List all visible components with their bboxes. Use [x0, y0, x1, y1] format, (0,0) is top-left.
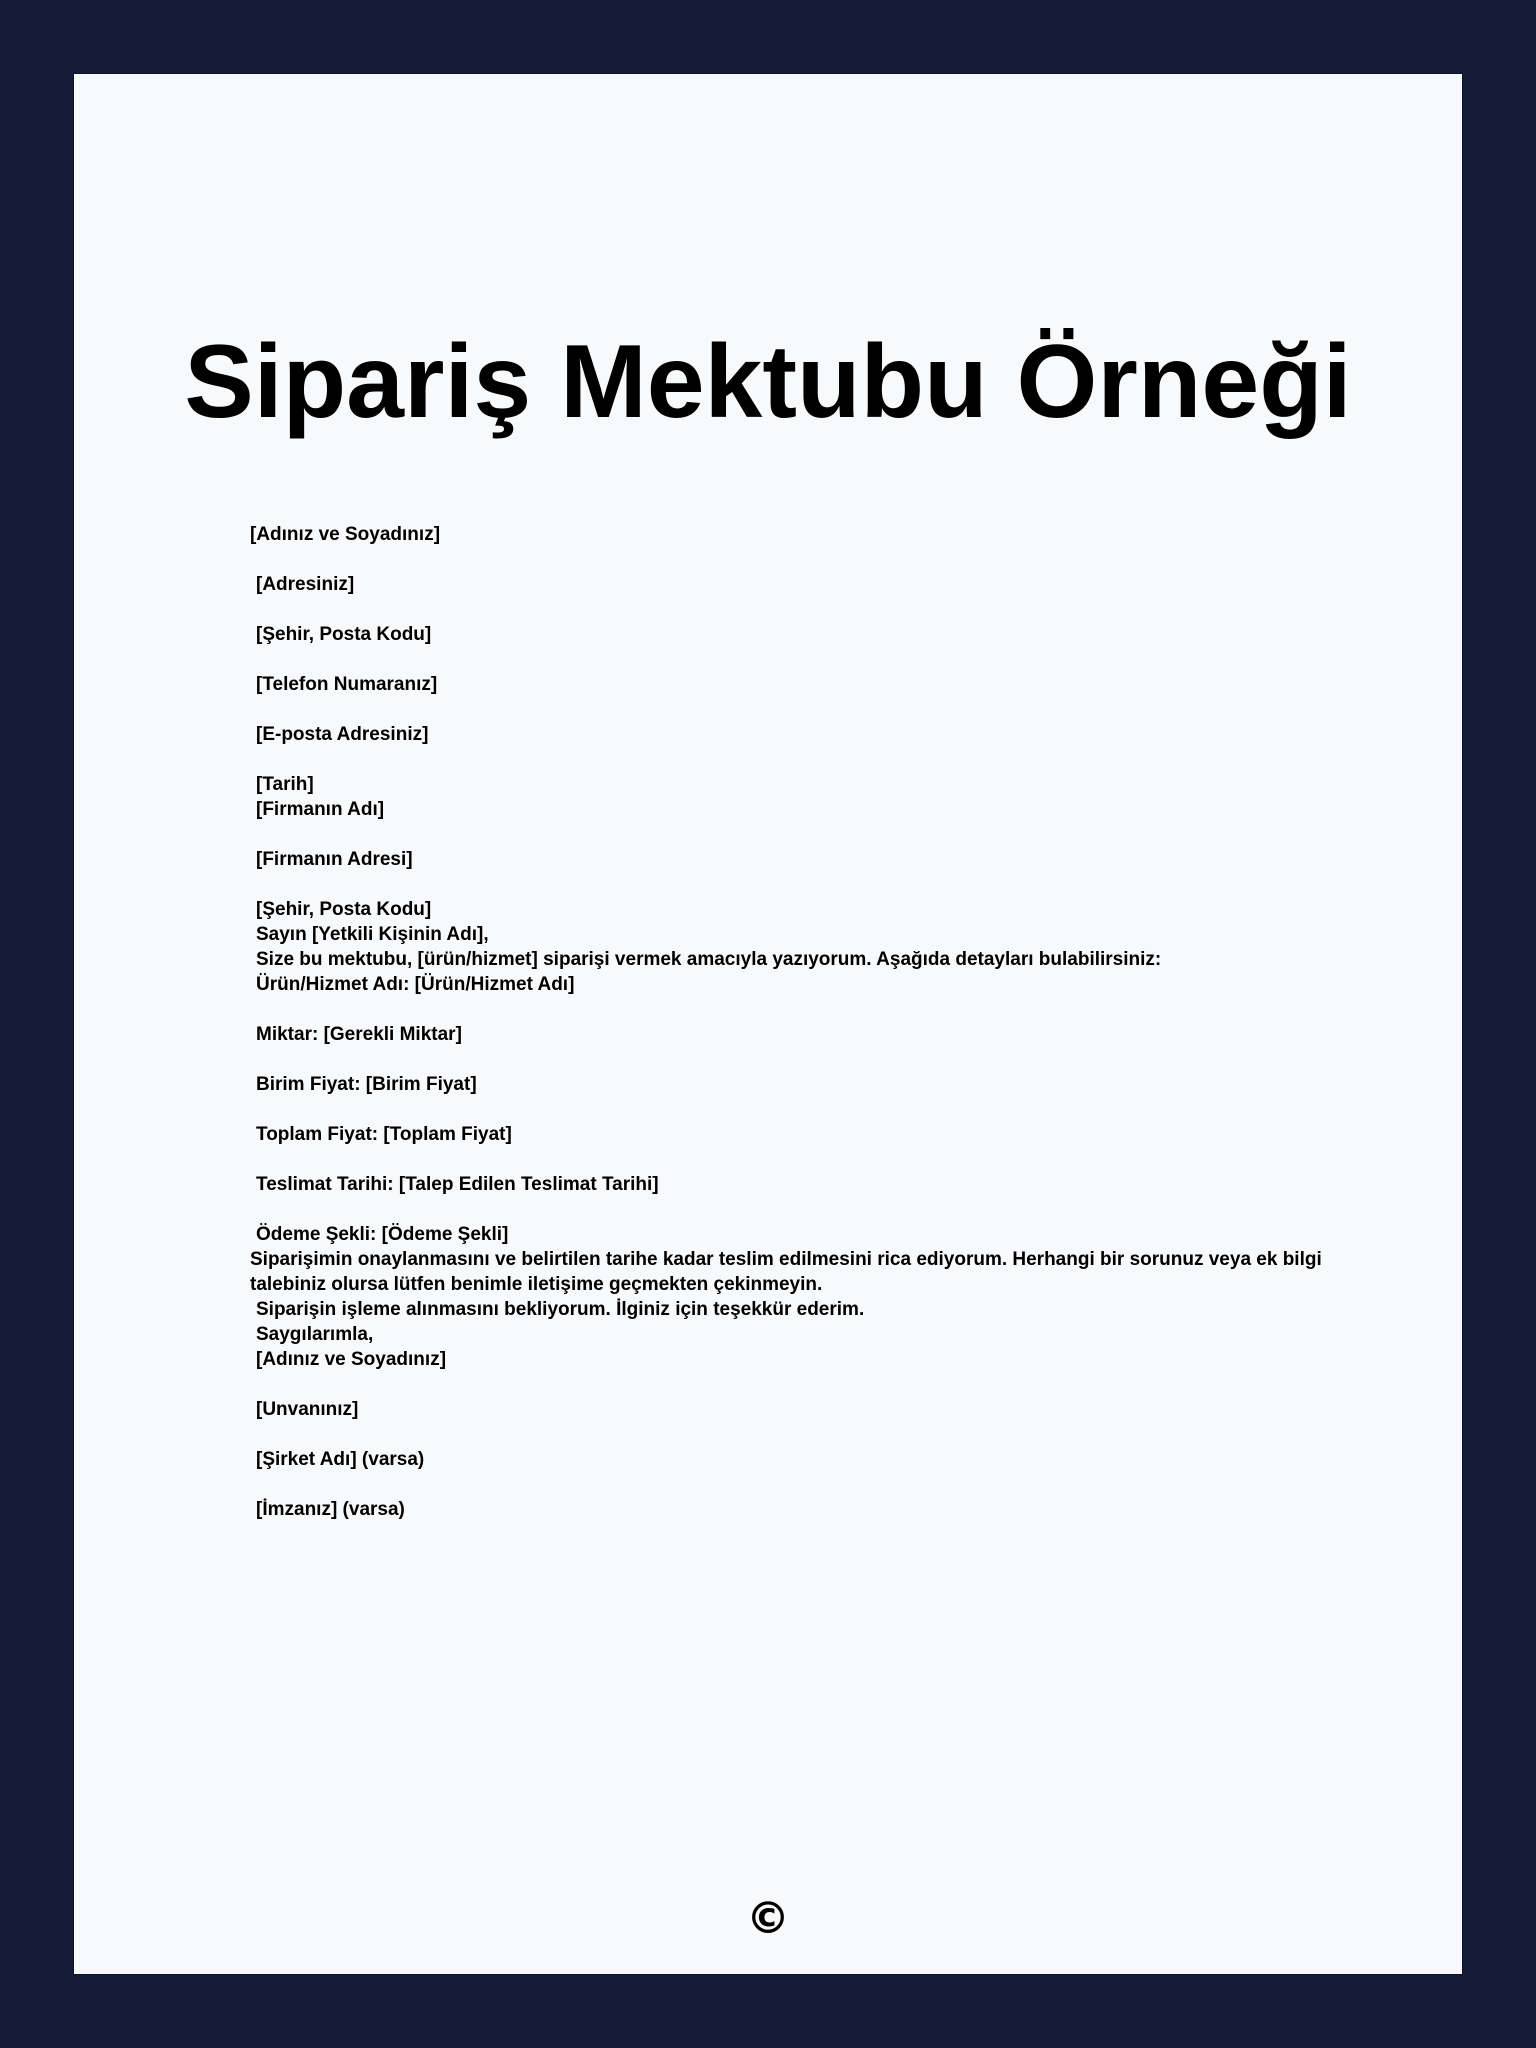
document-title: Sipariş Mektubu Örneği — [184, 324, 1352, 440]
sender-address: [Adresiniz] — [256, 574, 355, 595]
signature-company: [Şirket Adı] (varsa) — [256, 1449, 425, 1470]
letter-date: [Tarih] — [256, 774, 314, 795]
letter-body — [250, 522, 1350, 1522]
sender-phone: [Telefon Numaranız] — [256, 674, 438, 695]
sender-name: [Adınız ve Soyadınız] — [250, 524, 441, 545]
order-quantity: Miktar: [Gerekli Miktar] — [256, 1024, 462, 1045]
recipient-company-address: [Firmanın Adresi] — [256, 849, 413, 870]
signature-title: [Unvanınız] — [256, 1399, 359, 1420]
signature-name: [Adınız ve Soyadınız] — [256, 1349, 447, 1370]
sender-city-zip: [Şehir, Posta Kodu] — [256, 624, 432, 645]
request-paragraph: Siparişimin onaylanmasını ve belirtilen tarihe kadar teslim edilmesini rica ediyorum. Herhangi bir sorunuz veya ek bilgi talebiniz olursa lütfen benimle iletişime geçmekten çekinmeyin. — [250, 1249, 1322, 1295]
order-product: Ürün/Hizmet Adı: [Ürün/Hizmet Adı] — [256, 974, 575, 995]
recipient-company-name: [Firmanın Adı] — [256, 799, 385, 820]
salutation: Sayın [Yetkili Kişinin Adı], — [256, 924, 489, 945]
order-unit-price: Birim Fiyat: [Birim Fiyat] — [256, 1074, 477, 1095]
intro-paragraph: Size bu mektubu, [ürün/hizmet] siparişi vermek amacıyla yazıyorum. Aşağıda detayları bulabilirsiniz: — [256, 949, 1162, 970]
order-delivery-date: Teslimat Tarihi: [Talep Edilen Teslimat Tarihi] — [256, 1174, 659, 1195]
sign-off: Saygılarımla, — [256, 1324, 374, 1345]
signature-sign: [İmzanız] (varsa) — [256, 1499, 405, 1520]
sender-email: [E-posta Adresiniz] — [256, 724, 429, 745]
recipient-city-zip: [Şehir, Posta Kodu] — [256, 899, 432, 920]
order-payment: Ödeme Şekli: [Ödeme Şekli] — [256, 1224, 509, 1245]
document-page — [74, 74, 1462, 1974]
order-total-price: Toplam Fiyat: [Toplam Fiyat] — [256, 1124, 512, 1145]
closing-paragraph: Siparişin işleme alınmasını bekliyorum. İlginiz için teşekkür ederim. — [256, 1299, 865, 1320]
copyright-icon: © — [746, 1893, 790, 1944]
